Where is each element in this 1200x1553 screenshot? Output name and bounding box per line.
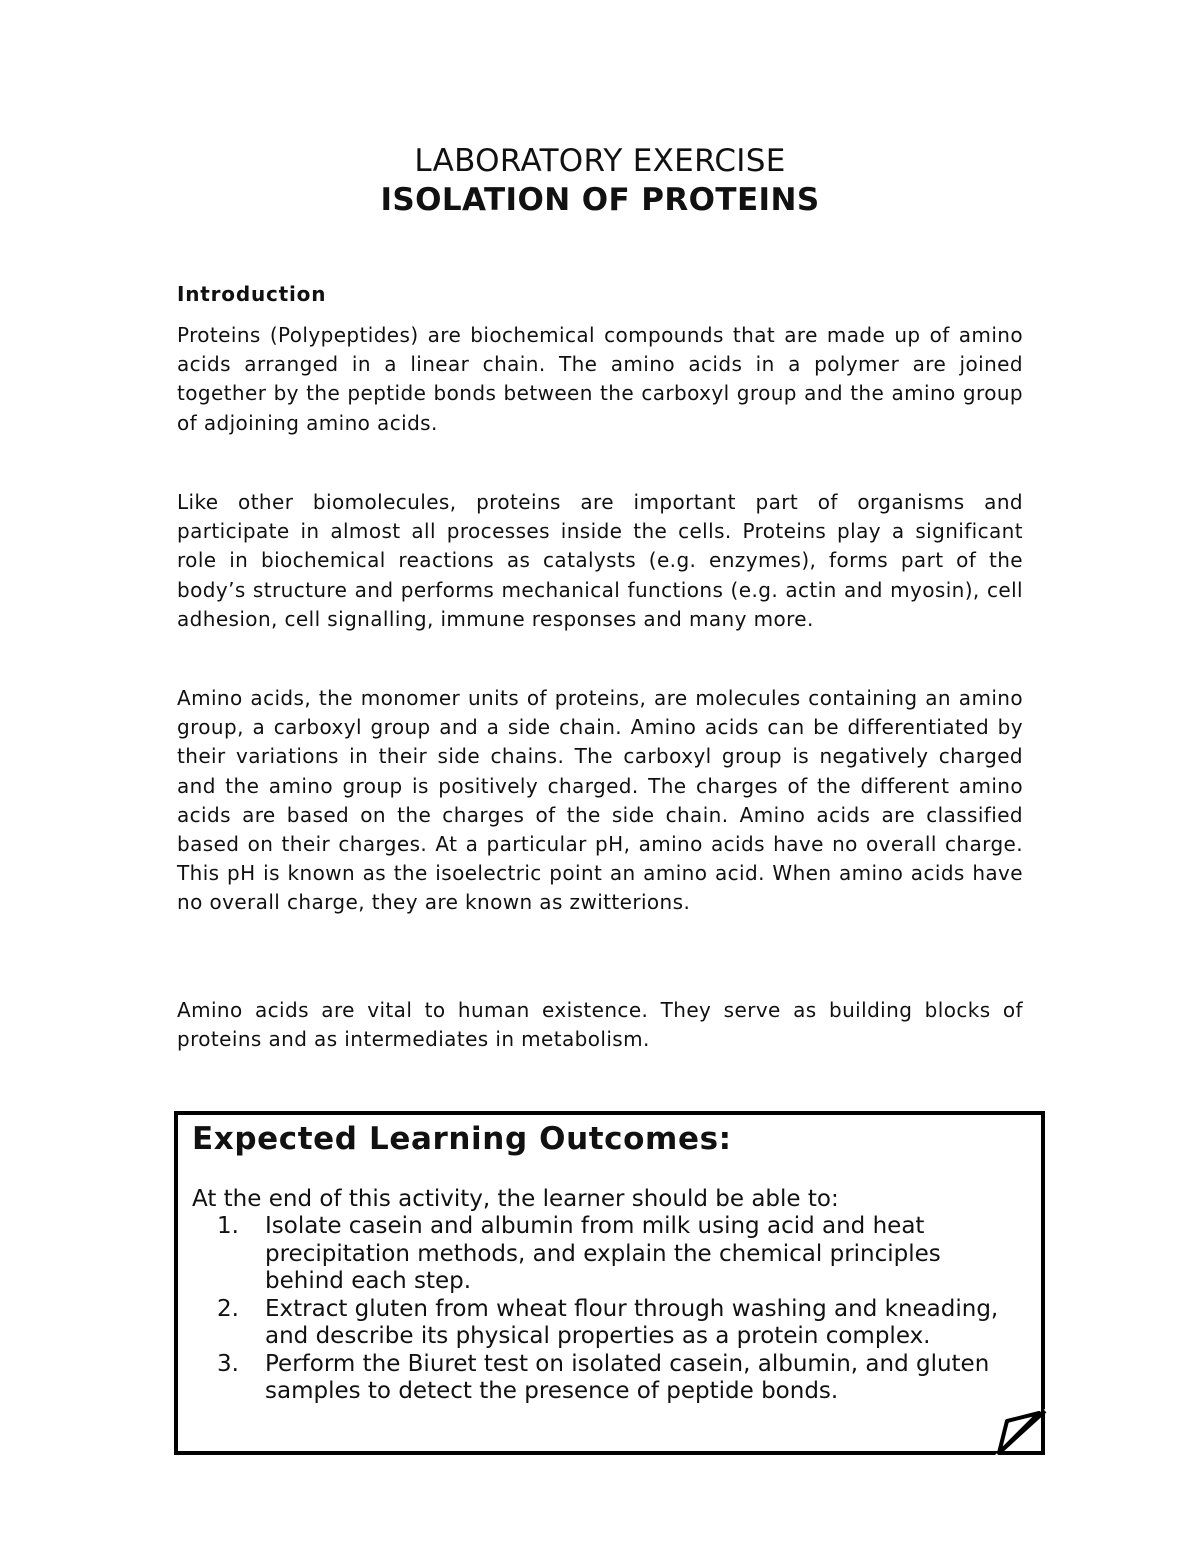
section-heading-introduction: Introduction	[177, 282, 327, 306]
list-item-number: 3.	[217, 1350, 239, 1377]
learning-outcomes-box	[174, 1111, 1045, 1455]
outcomes-intro: At the end of this activity, the learner should be able to:	[192, 1186, 839, 1212]
outcomes-list	[192, 1213, 1022, 1406]
list-item	[192, 1296, 1022, 1351]
paragraph-3: Amino acids, the monomer units of proteins, are molecules containing an amino group, a carboxyl group and a side chain. Amino acids can be differentiated by their variations in their side chains. The carboxyl group is negatively charged and the amino group is positively charged. The charges of the different amino acids are based on the charges of the side chain. Amino acids are classified based on their charges. At a particular pH, amino acids have no overall charge. This pH is known as the isoelectric point an amino acid. When amino acids have no overall charge, they are known as zwitterions.	[177, 686, 1023, 915]
title-block	[0, 142, 1200, 220]
list-item-text: Extract gluten from wheat flour through washing and kneading, and describe its physical properties as a protein complex.	[265, 1295, 999, 1349]
paragraph-4: Amino acids are vital to human existence. They serve as building blocks of proteins and as intermediates in metabolism.	[177, 998, 1023, 1052]
page-curl-icon	[995, 1407, 1047, 1455]
list-item-text: Isolate casein and albumin from milk using acid and heat precipitation methods, and explain the chemical principles behind each step.	[265, 1213, 941, 1294]
list-item	[192, 1351, 1022, 1406]
outcomes-title: Expected Learning Outcomes:	[192, 1121, 732, 1157]
exercise-label: LABORATORY EXERCISE	[414, 143, 786, 179]
list-item-number: 2.	[217, 1295, 239, 1322]
paragraph-1: Proteins (Polypeptides) are biochemical compounds that are made up of amino acids arranged in a linear chain. The amino acids in a polymer are joined together by the peptide bonds between the carboxyl group and the amino group of adjoining amino acids.	[177, 323, 1023, 435]
list-item-number: 1.	[217, 1213, 239, 1239]
list-item-text: Perform the Biuret test on isolated casein, albumin, and gluten samples to detect the presence of peptide bonds.	[265, 1350, 990, 1404]
page-title: ISOLATION OF PROTEINS	[380, 182, 820, 218]
paragraph-2: Like other biomolecules, proteins are important part of organisms and participate in almost all processes inside the cells. Proteins play a significant role in biochemical reactions as catalysts (e.g. enzymes), forms part of the body’s structure and performs mechanical functions (e.g. actin and myosin), cell adhesion, cell signalling, immune responses and many more.	[177, 490, 1023, 631]
list-item	[192, 1213, 1022, 1296]
